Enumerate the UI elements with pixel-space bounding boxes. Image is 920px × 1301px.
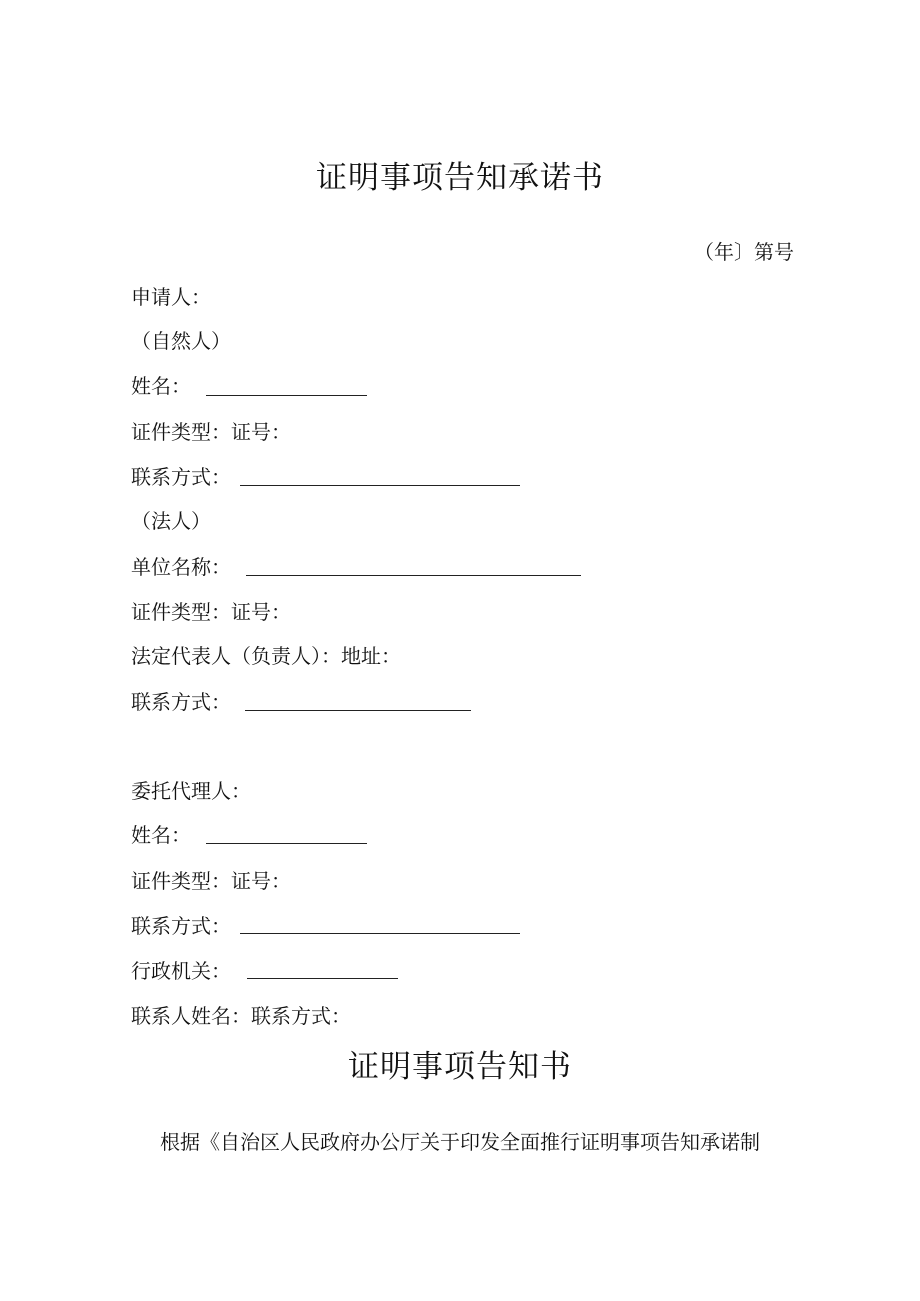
natural-person-id-label: 证件类型：证号：	[131, 420, 291, 444]
document-number: （年〕第号	[694, 240, 794, 264]
agent-header: 委托代理人：	[131, 779, 251, 803]
natural-person-contact-label: 联系方式：	[131, 465, 231, 489]
natural-person-name-blank[interactable]	[206, 395, 367, 396]
legal-person-unit-name-label: 单位名称：	[131, 555, 231, 579]
applicant-header: 申请人：	[131, 285, 211, 309]
legal-person-contact-label: 联系方式：	[131, 690, 231, 714]
notice-paragraph: 根据《自治区人民政府办公厅关于印发全面推行证明事项告知承诺制	[160, 1130, 760, 1154]
agent-contact-blank[interactable]	[240, 933, 520, 934]
second-title: 证明事项告知书	[348, 1049, 572, 1085]
authority-label: 行政机关：	[131, 959, 231, 983]
legal-person-representative-label: 法定代表人（负责人）：地址：	[131, 644, 401, 668]
legal-person-unit-name-blank[interactable]	[246, 575, 581, 576]
agent-contact-label: 联系方式：	[131, 914, 231, 938]
document-title: 证明事项告知承诺书	[316, 160, 604, 196]
natural-person-name-label: 姓名：	[131, 374, 191, 398]
legal-person-contact-blank[interactable]	[245, 710, 471, 711]
legal-person-id-label: 证件类型：证号：	[131, 600, 291, 624]
agent-name-blank[interactable]	[206, 843, 367, 844]
legal-person-header: （法人）	[131, 509, 211, 533]
authority-blank[interactable]	[247, 978, 398, 979]
agent-id-label: 证件类型：证号：	[131, 869, 291, 893]
agent-name-label: 姓名：	[131, 823, 191, 847]
natural-person-contact-blank[interactable]	[240, 485, 520, 486]
natural-person-header: （自然人）	[131, 329, 231, 353]
authority-contact-label: 联系人姓名：联系方式：	[131, 1004, 351, 1028]
